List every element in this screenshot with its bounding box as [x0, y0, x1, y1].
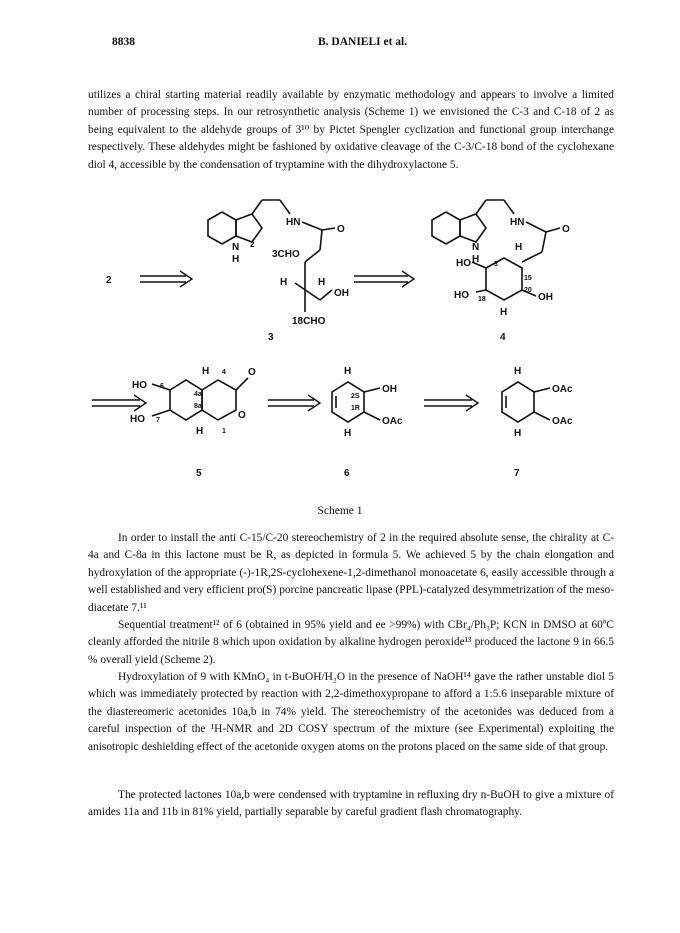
atom-label: H: [318, 277, 326, 288]
atom-label: O: [238, 410, 246, 421]
scheme-start-label: 2: [106, 275, 112, 286]
compound-5-lactone-ring: [202, 380, 236, 420]
atom-label: OAc: [552, 416, 573, 427]
compound-4-pyrrole-ring: [460, 214, 486, 242]
compound-3-pyrrole-ring: [236, 214, 262, 242]
atom-label: H: [514, 366, 522, 377]
atom-label: HO: [132, 380, 147, 391]
compound-5-cyclohexane-ring: [170, 380, 202, 420]
atom-label: HN: [510, 217, 525, 228]
atom-label: 1R: [351, 405, 360, 412]
compound-4-cyclohexane-ring: [486, 258, 522, 300]
atom-label: H: [500, 307, 508, 318]
compound-number-3: 3: [268, 332, 274, 343]
atom-label: 20: [524, 287, 532, 294]
atom-label: HO: [454, 290, 469, 301]
atom-label: H: [196, 426, 204, 437]
scheme-caption: Scheme 1: [317, 505, 363, 517]
running-head: B. DANIELI et al.: [318, 36, 408, 48]
atom-label: H: [472, 254, 480, 265]
atom-label: H: [232, 254, 240, 265]
atom-label: 2: [250, 240, 255, 249]
atom-label: OH: [538, 292, 553, 303]
atom-label: H: [515, 242, 523, 253]
atom-label: O: [248, 367, 256, 378]
atom-label: 8a: [194, 403, 202, 410]
atom-label: HO: [130, 414, 145, 425]
atom-label: O: [562, 224, 570, 235]
atom-label: OAc: [382, 416, 403, 427]
paragraph-intro: utilizes a chiral starting material readily available by enzymatic methodology and appears to involve a limited number of processing steps. In our retrosynthetic analysis (Scheme 1) we envisioned the C-3 and C-18 of 2 as being equivalent to the aldehyde groups of 3¹⁰ by Pictet Spengler cyclization and functional group interchange respectively. These aldehydes might be fashioned by oxidative cleavage of the C-3/C-18 bond of the cyclohexane diol 4, accessible by the condensation of tryptamine with the dihydroxylactone 5.: [88, 89, 614, 171]
atom-label: 7: [156, 417, 160, 424]
atom-label: H: [280, 277, 288, 288]
paragraph-condensation: The protected lactones 10a,b were condensed with tryptamine in refluxing dry n-BuOH to give a mixture of amides 11a and 11b in 81% yield, partially separable by careful gradient flash chromatography.: [88, 789, 614, 819]
atom-label: 4: [222, 369, 226, 376]
atom-label: N: [232, 242, 240, 253]
atom-label: H: [202, 366, 210, 377]
compound-4-benzene-ring: [432, 212, 460, 244]
compound-number-4: 4: [500, 332, 506, 343]
atom-label: 6: [160, 383, 164, 390]
atom-label: OH: [334, 288, 349, 299]
atom-label: OAc: [552, 384, 573, 395]
atom-label: 15: [524, 275, 532, 282]
atom-label: 1: [222, 428, 226, 435]
atom-label: 2S: [351, 393, 360, 400]
retro-arrows: [92, 271, 478, 411]
atom-label: 18: [478, 296, 486, 303]
paragraph-stereochemistry: In order to install the anti C-15/C-20 stereochemistry of 2 in the required absolute sense, the chirality at C-4a and C-8a in this lactone must be R, as depicted in formula 5. We achieved 5 by the chain elongation and hydroxylation of the appropriate (-)-1R,2S-cyclohexene-1,2-dimethanol monoacetate 6, easily accessible through a well established and very efficient pro(S) porcine pancreatic lipase (PPL)-catalyzed desymmetrization of the meso-diacetate 7.¹¹: [88, 532, 614, 614]
compound-number-7: 7: [514, 468, 520, 479]
atom-label: O: [337, 224, 345, 235]
compound-3-benzene-ring: [208, 212, 236, 244]
atom-label: HN: [286, 217, 301, 228]
atom-label: OH: [382, 384, 397, 395]
atom-label: HO: [456, 258, 471, 269]
atom-label: H: [344, 366, 352, 377]
compound-number-6: 6: [344, 468, 350, 479]
atom-label: 4a: [194, 391, 202, 398]
paragraph-treatment: Sequential treatment¹² of 6 (obtained in 95% yield and ee >99%) with CBr₄/Ph₃P; KCN in DMSO at 60ºC cleanly afforded the nitrile 8 which upon oxidation by alkaline hydrogen peroxide¹³ produced the lactone 9 in 66.5 % overall yield (Scheme 2).: [88, 619, 614, 666]
atom-label: 18CHO: [292, 316, 326, 327]
page-number: 8838: [112, 36, 135, 48]
paragraph-hydroxylation: Hydroxylation of 9 with KMnO₄ in t-BuOH/H₂O in the presence of NaOH¹⁴ gave the rather unstable diol 5 which was immediately protected by reaction with 2,2-dimethoxypropane to afford a 1:5.6 inseparable mixture of the diastereomeric acetonides 10a,b in 74% yield. The stereochemistry of the acetonides was deduced from a careful inspection of the ¹H-NMR and 2D COSY spectrum of the mixture (see Experimental) exploiting the anisotropic deshielding effect of the acetonide oxygen atoms on the protons placed on the same side of that group.: [88, 671, 614, 753]
compound-number-5: 5: [196, 468, 202, 479]
atom-label: H: [344, 428, 352, 439]
atom-label: 3: [494, 261, 498, 268]
atom-label: N: [472, 242, 480, 253]
atom-label: 3CHO: [272, 249, 300, 260]
atom-label: H: [514, 428, 522, 439]
